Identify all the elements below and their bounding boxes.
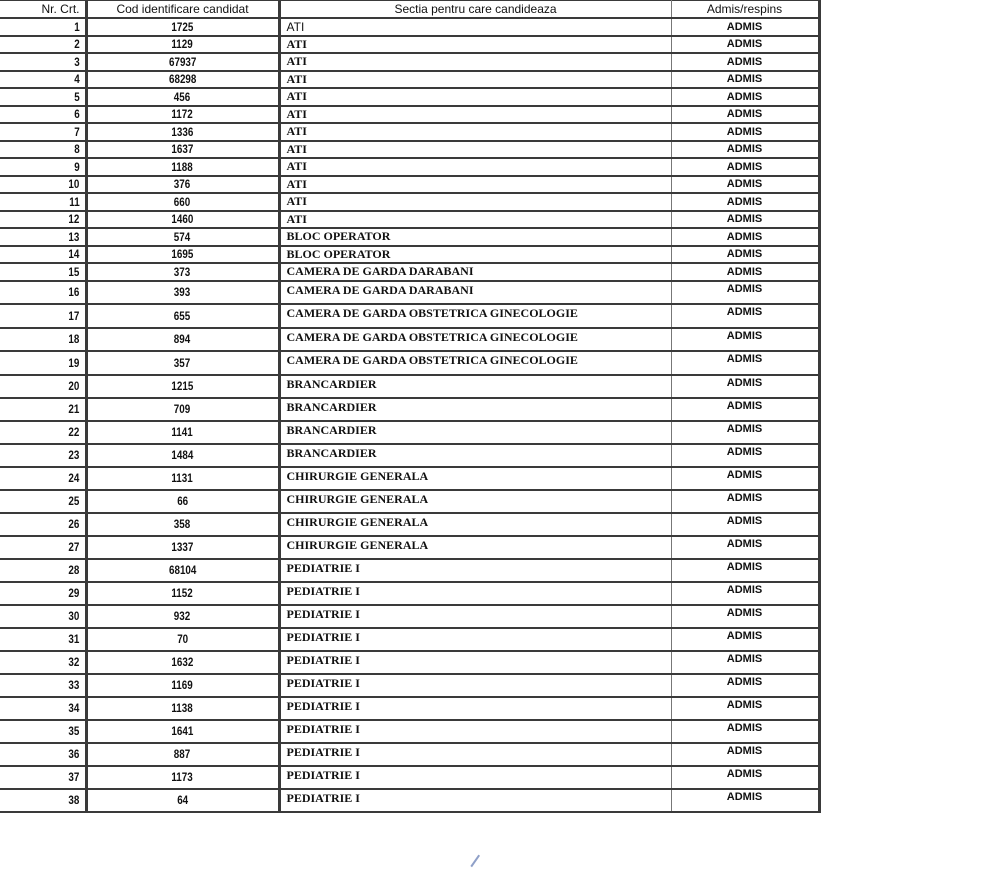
table-row: [0, 674, 819, 697]
candidate-code: 70: [86, 628, 279, 651]
candidate-code: 1188: [86, 158, 279, 176]
table-row: [0, 444, 819, 467]
table-row: [0, 211, 819, 229]
candidate-code: 68298: [86, 71, 279, 89]
header-status: Admis/respins: [671, 1, 819, 19]
status-cell: ADMIS: [671, 398, 819, 421]
row-number: 13: [0, 228, 86, 246]
table-body: [0, 18, 819, 812]
row-number: 17: [0, 304, 86, 328]
candidate-code: 1695: [86, 246, 279, 264]
section-name: BRANCARDIER: [279, 375, 671, 398]
section-name: PEDIATRIE I: [279, 582, 671, 605]
candidate-code: 1484: [86, 444, 279, 467]
section-name: ATI: [279, 36, 671, 54]
status-cell: ADMIS: [671, 674, 819, 697]
status-cell: ADMIS: [671, 697, 819, 720]
candidate-code: 1637: [86, 141, 279, 159]
row-number: 37: [0, 766, 86, 789]
candidate-code: 456: [86, 88, 279, 106]
candidate-code: 1632: [86, 651, 279, 674]
candidate-code: 1336: [86, 123, 279, 141]
status-cell: ADMIS: [671, 88, 819, 106]
candidate-code: 1337: [86, 536, 279, 559]
section-name: ATI: [279, 193, 671, 211]
section-name: CAMERA DE GARDA OBSTETRICA GINECOLOGIE: [279, 304, 671, 328]
header-nr-crt: Nr. Crt.: [0, 1, 86, 19]
candidate-code: 894: [86, 328, 279, 352]
candidate-code: 1152: [86, 582, 279, 605]
table-row: [0, 71, 819, 89]
status-cell: ADMIS: [671, 123, 819, 141]
status-cell: ADMIS: [671, 582, 819, 605]
section-name: ATI: [279, 123, 671, 141]
row-number: 7: [0, 123, 86, 141]
status-cell: ADMIS: [671, 263, 819, 281]
status-cell: ADMIS: [671, 141, 819, 159]
status-cell: ADMIS: [671, 743, 819, 766]
row-number: 36: [0, 743, 86, 766]
candidate-code: 932: [86, 605, 279, 628]
table-row: [0, 246, 819, 264]
row-number: 10: [0, 176, 86, 194]
status-cell: ADMIS: [671, 328, 819, 352]
status-cell: ADMIS: [671, 176, 819, 194]
candidate-code: 1172: [86, 106, 279, 124]
row-number: 3: [0, 53, 86, 71]
row-number: 12: [0, 211, 86, 229]
table-row: [0, 628, 819, 651]
table-row: [0, 582, 819, 605]
row-number: 20: [0, 375, 86, 398]
table-row: [0, 176, 819, 194]
status-cell: ADMIS: [671, 281, 819, 305]
row-number: 8: [0, 141, 86, 159]
candidate-code: 1725: [86, 18, 279, 36]
section-name: CAMERA DE GARDA DARABANI: [279, 281, 671, 305]
candidate-code: 67937: [86, 53, 279, 71]
section-name: ATI: [279, 18, 671, 36]
table-row: [0, 490, 819, 513]
row-number: 24: [0, 467, 86, 490]
table-row: [0, 766, 819, 789]
section-name: BRANCARDIER: [279, 444, 671, 467]
section-name: BRANCARDIER: [279, 398, 671, 421]
section-name: BLOC OPERATOR: [279, 228, 671, 246]
row-number: 18: [0, 328, 86, 352]
section-name: BLOC OPERATOR: [279, 246, 671, 264]
section-name: ATI: [279, 88, 671, 106]
row-number: 32: [0, 651, 86, 674]
status-cell: ADMIS: [671, 628, 819, 651]
table-row: [0, 158, 819, 176]
row-number: 11: [0, 193, 86, 211]
table-row: [0, 536, 819, 559]
candidate-code: 357: [86, 351, 279, 375]
section-name: CHIRURGIE GENERALA: [279, 513, 671, 536]
table-row: [0, 53, 819, 71]
status-cell: ADMIS: [671, 490, 819, 513]
table-row: [0, 651, 819, 674]
candidate-code: 1169: [86, 674, 279, 697]
status-cell: ADMIS: [671, 513, 819, 536]
row-number: 6: [0, 106, 86, 124]
row-number: 5: [0, 88, 86, 106]
status-cell: ADMIS: [671, 246, 819, 264]
table-row: [0, 88, 819, 106]
table-row: [0, 18, 819, 36]
table-row: [0, 351, 819, 375]
status-cell: ADMIS: [671, 106, 819, 124]
table-row: [0, 421, 819, 444]
candidate-code: 376: [86, 176, 279, 194]
row-number: 15: [0, 263, 86, 281]
status-cell: ADMIS: [671, 444, 819, 467]
status-cell: ADMIS: [671, 351, 819, 375]
section-name: CHIRURGIE GENERALA: [279, 490, 671, 513]
table-row: [0, 720, 819, 743]
candidate-code: 1641: [86, 720, 279, 743]
candidate-code: 68104: [86, 559, 279, 582]
section-name: CAMERA DE GARDA OBSTETRICA GINECOLOGIE: [279, 328, 671, 352]
candidate-code: 1141: [86, 421, 279, 444]
status-cell: ADMIS: [671, 375, 819, 398]
section-name: CHIRURGIE GENERALA: [279, 536, 671, 559]
section-name: PEDIATRIE I: [279, 559, 671, 582]
row-number: 9: [0, 158, 86, 176]
row-number: 22: [0, 421, 86, 444]
table-row: [0, 398, 819, 421]
candidate-code: 64: [86, 789, 279, 812]
table-row: [0, 605, 819, 628]
table-row: [0, 743, 819, 766]
status-cell: ADMIS: [671, 211, 819, 229]
header-candidate-code: Cod identificare candidat: [86, 1, 279, 19]
table-row: [0, 228, 819, 246]
table-row: [0, 697, 819, 720]
status-cell: ADMIS: [671, 766, 819, 789]
row-number: 2: [0, 36, 86, 54]
status-cell: ADMIS: [671, 304, 819, 328]
section-name: ATI: [279, 53, 671, 71]
row-number: 29: [0, 582, 86, 605]
candidate-code: 709: [86, 398, 279, 421]
status-cell: ADMIS: [671, 536, 819, 559]
section-name: CHIRURGIE GENERALA: [279, 467, 671, 490]
table-row: [0, 304, 819, 328]
table-row: [0, 789, 819, 812]
table-row: [0, 281, 819, 305]
section-name: ATI: [279, 158, 671, 176]
candidate-code: 660: [86, 193, 279, 211]
candidate-code: 1129: [86, 36, 279, 54]
candidate-code: 66: [86, 490, 279, 513]
status-cell: ADMIS: [671, 193, 819, 211]
status-cell: ADMIS: [671, 71, 819, 89]
section-name: BRANCARDIER: [279, 421, 671, 444]
candidate-code: 887: [86, 743, 279, 766]
row-number: 25: [0, 490, 86, 513]
row-number: 30: [0, 605, 86, 628]
section-name: PEDIATRIE I: [279, 743, 671, 766]
table-row: [0, 141, 819, 159]
status-cell: ADMIS: [671, 720, 819, 743]
candidate-code: 1215: [86, 375, 279, 398]
table-row: [0, 106, 819, 124]
section-name: CAMERA DE GARDA OBSTETRICA GINECOLOGIE: [279, 351, 671, 375]
candidate-code: 655: [86, 304, 279, 328]
candidate-code: 358: [86, 513, 279, 536]
pen-stroke-mark: [470, 855, 479, 867]
header-section: Sectia pentru care candideaza: [279, 1, 671, 19]
table-row: [0, 467, 819, 490]
table-row: [0, 559, 819, 582]
candidate-code: 1138: [86, 697, 279, 720]
section-name: PEDIATRIE I: [279, 628, 671, 651]
section-name: PEDIATRIE I: [279, 789, 671, 812]
section-name: ATI: [279, 211, 671, 229]
section-name: PEDIATRIE I: [279, 674, 671, 697]
row-number: 23: [0, 444, 86, 467]
candidate-code: 373: [86, 263, 279, 281]
section-name: CAMERA DE GARDA DARABANI: [279, 263, 671, 281]
candidate-code: 1173: [86, 766, 279, 789]
candidate-code: 1131: [86, 467, 279, 490]
section-name: ATI: [279, 106, 671, 124]
section-name: PEDIATRIE I: [279, 697, 671, 720]
status-cell: ADMIS: [671, 605, 819, 628]
row-number: 27: [0, 536, 86, 559]
status-cell: ADMIS: [671, 421, 819, 444]
candidate-code: 1460: [86, 211, 279, 229]
status-cell: ADMIS: [671, 559, 819, 582]
status-cell: ADMIS: [671, 789, 819, 812]
row-number: 14: [0, 246, 86, 264]
row-number: 16: [0, 281, 86, 305]
row-number: 26: [0, 513, 86, 536]
row-number: 1: [0, 18, 86, 36]
candidate-code: 574: [86, 228, 279, 246]
section-name: PEDIATRIE I: [279, 720, 671, 743]
row-number: 38: [0, 789, 86, 812]
section-name: PEDIATRIE I: [279, 651, 671, 674]
status-cell: ADMIS: [671, 651, 819, 674]
status-cell: ADMIS: [671, 158, 819, 176]
status-cell: ADMIS: [671, 53, 819, 71]
row-number: 19: [0, 351, 86, 375]
table-row: [0, 193, 819, 211]
candidate-code: 393: [86, 281, 279, 305]
row-number: 21: [0, 398, 86, 421]
section-name: PEDIATRIE I: [279, 766, 671, 789]
header-row: [0, 1, 819, 19]
section-name: ATI: [279, 176, 671, 194]
status-cell: ADMIS: [671, 467, 819, 490]
status-cell: ADMIS: [671, 18, 819, 36]
row-number: 31: [0, 628, 86, 651]
table-row: [0, 375, 819, 398]
table-row: [0, 328, 819, 352]
section-name: PEDIATRIE I: [279, 605, 671, 628]
table-row: [0, 513, 819, 536]
row-number: 28: [0, 559, 86, 582]
status-cell: ADMIS: [671, 228, 819, 246]
row-number: 4: [0, 71, 86, 89]
table-row: [0, 263, 819, 281]
table-row: [0, 36, 819, 54]
section-name: ATI: [279, 141, 671, 159]
status-cell: ADMIS: [671, 36, 819, 54]
row-number: 35: [0, 720, 86, 743]
row-number: 33: [0, 674, 86, 697]
section-name: ATI: [279, 71, 671, 89]
row-number: 34: [0, 697, 86, 720]
table-row: [0, 123, 819, 141]
